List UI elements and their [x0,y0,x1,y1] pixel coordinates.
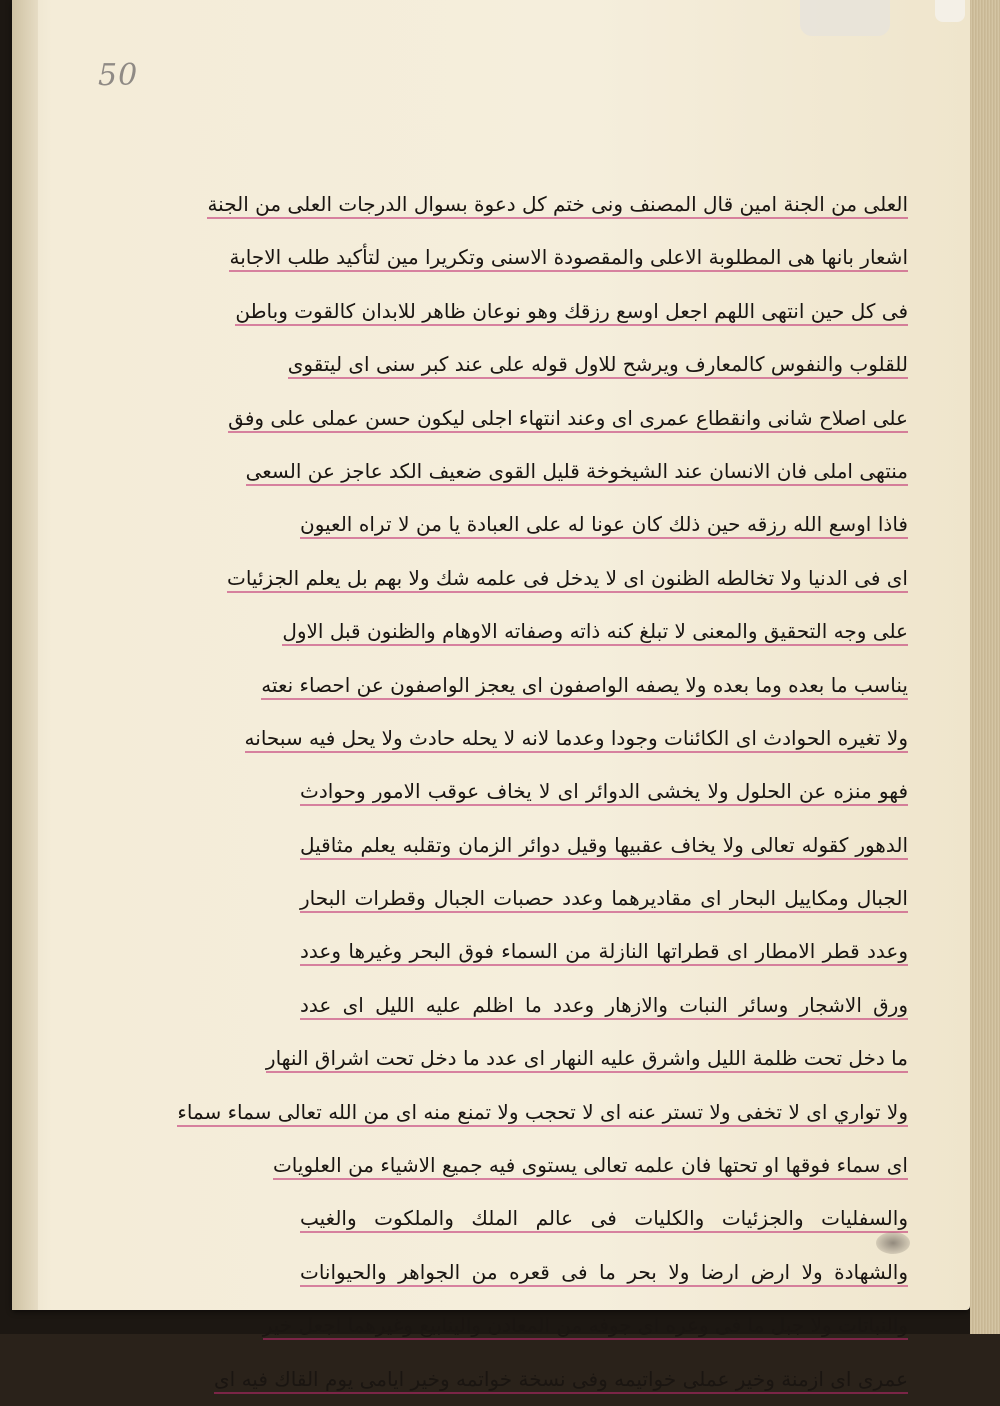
text-line [227,552,908,605]
text-line-content: ما دخل تحت ظلمة الليل واشرق عليه النهار اى عدد ما دخل تحت اشراق النهار [266,1046,908,1073]
text-line [228,392,908,445]
text-line [287,338,908,391]
page-edges [970,0,1000,1334]
ink-smudge [876,1232,910,1254]
text-line [282,605,908,658]
text-line-content: والنباتات ولا جبل ما فى وعره اى جوفه من المعادن والينابيع وغيرهما اجعل خير [263,1313,908,1340]
text-line [300,872,908,925]
text-line [300,925,908,978]
text-line-content: فاذا اوسع الله رزقه حين ذلك كان عونا له على العبادة يا من لا تراه العيون [300,512,908,539]
text-line [245,445,908,498]
text-line-content: للقلوب والنفوس كالمعارف ويرشح للاول قوله على عند كبر سنى اى ليتقوى [288,352,908,379]
binding-gutter [12,0,38,1310]
text-line-content: عمرى اى ازمنة وخير عملى خواتيمه وفى نسخة خواتمه وخير ايامى يوم القاك فيه اى [214,1367,908,1394]
text-line-content: فهو منزه عن الحلول ولا يخشى الدوائر اى لا يخاف عوقب الامور وحوادث [300,779,908,806]
text-line [214,1353,908,1406]
text-line [272,1139,908,1192]
text-line [300,819,908,872]
text-line-content: على اصلاح شانى وانقطاع عمرى اى وعند انتهاء اجلى ليكون حسن عملى على وفق [228,406,908,433]
text-line-content: اشعار بانها هى المطلوبة الاعلى والمقصودة الاسنى وتكريرا مين لتأكيد طلب الاجابة [229,245,908,272]
text-line-content: ورق الاشجار وسائر النبات والازهار وعدد ما اظلم عليه الليل اى عدد [300,993,908,1020]
text-line-content: يناسب ما بعده وما بعده ولا يصفه الواصفون اى يعجز الواصفون عن احصاء نعته [261,673,908,700]
text-line-content: منتهى املى فان الانسان عند الشيخوخة قليل القوى ضعيف الكد عاجز عن السعى [246,459,908,486]
text-line-content: اى فى الدنيا ولا تخالطه الظنون اى لا يدخل فى علمه شك ولا بهم بل يعلم الجزئيات [227,566,908,593]
manuscript-text-block [177,178,908,1406]
text-line-content: ولا تواري اى لا تخفى ولا تستر عنه اى لا تحجب ولا تمنع منه اى من الله تعالى سماء سماء [177,1100,908,1127]
text-line [300,1246,908,1299]
text-line-content: فى كل حين انتهى اللهم اجعل اوسع رزقك وهو نوعان ظاهر للابدان كالقوت وباطن [235,299,908,326]
text-line [300,1192,908,1245]
text-line [229,231,908,284]
folio-number: 50 [98,58,139,93]
text-line-content: على وجه التحقيق والمعنى لا تبلغ كنه ذاته وصفاته الاوهام والظنون قبل الاول [282,619,908,646]
text-line-content: والسفليات والجزئيات والكليات فى عالم الملك والملكوت والغيب [300,1206,908,1233]
text-line [207,178,908,231]
text-line [261,659,908,712]
text-line [244,712,908,765]
text-line [262,1299,908,1352]
text-line [300,979,908,1032]
text-line-content: اى سماء فوقها او تحتها فان علمه تعالى يستوى فيه جميع الاشياء من العلويات [273,1153,908,1180]
paper-tab-marker [800,0,890,36]
paper-tab-marker-small [935,0,965,22]
text-line-content: والشهادة ولا ارض ارضا ولا بحر ما فى قعره من الجواهر والحيوانات [300,1260,908,1287]
text-line [235,285,908,338]
text-line-content: ولا تغيره الحوادث اى الكائنات وجودا وعدما لانه لا يحله حادث ولا يحل فيه سبحانه [245,726,908,753]
text-line-content: وعدد قطر الامطار اى قطراتها النازلة من السماء فوق البحر وغيرها وعدد [300,939,908,966]
text-line-content: الجبال ومكاييل البحار اى مقاديرهما وعدد حصبات الجبال وقطرات البحار [300,886,908,913]
text-line [177,1086,908,1139]
text-line [265,1032,908,1085]
text-line-content: العلى من الجنة امين قال المصنف ونى ختم كل دعوة بسوال الدرجات العلى من الجنة [207,192,908,219]
text-line [300,765,908,818]
text-line-content: الدهور كقوله تعالى ولا يخاف عقبيها وقيل دوائر الزمان وتقلبه يعلم مثاقيل [300,833,908,860]
text-line [300,498,908,551]
